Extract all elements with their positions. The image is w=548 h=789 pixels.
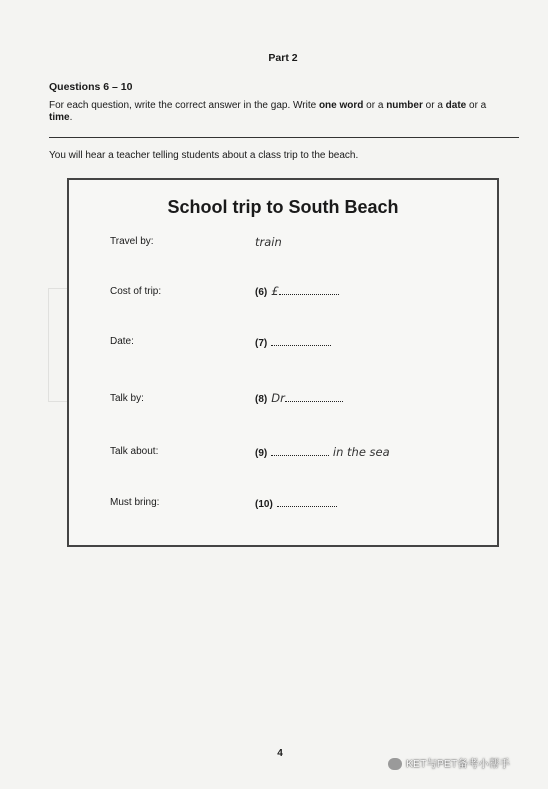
part-heading: Part 2: [268, 52, 298, 64]
answer-gap[interactable]: [255, 391, 343, 405]
dotted-gap[interactable]: [271, 446, 329, 456]
instruction-bold: one word: [318, 100, 364, 111]
answer-gap[interactable]: [255, 284, 339, 298]
intro-text: You will hear a teacher telling students about a class trip to the beach.: [49, 150, 359, 161]
instruction-text: or a: [363, 100, 387, 111]
row-label: Must bring:: [110, 497, 160, 508]
wechat-icon: [388, 758, 402, 770]
instructions: [49, 100, 511, 124]
answer-handwritten: train: [255, 235, 282, 249]
watermark: [388, 756, 510, 771]
notes-box: [67, 178, 499, 547]
question-number: (8): [255, 394, 268, 405]
instruction-bold: date: [445, 100, 467, 111]
dotted-gap[interactable]: [271, 336, 331, 346]
row-label: Travel by:: [110, 236, 154, 247]
notes-title: School trip to South Beach: [167, 197, 399, 217]
dotted-gap[interactable]: [285, 392, 343, 402]
answer-prefix: £: [271, 284, 279, 298]
row-label: Cost of trip:: [110, 286, 162, 297]
dotted-gap[interactable]: [279, 285, 339, 295]
question-number: (7): [255, 338, 268, 349]
question-number: (6): [255, 287, 268, 298]
instruction-text: or a: [466, 100, 487, 111]
answer-gap[interactable]: [255, 497, 337, 510]
answer-gap[interactable]: [255, 336, 331, 349]
row-label: Date:: [110, 336, 134, 347]
answer-prefix: Dr: [271, 391, 285, 405]
divider: [49, 137, 519, 138]
instruction-bold: number: [386, 100, 423, 111]
dotted-gap[interactable]: [277, 497, 337, 507]
questions-heading: Questions 6 – 10: [49, 81, 133, 93]
row-label: Talk about:: [110, 446, 159, 457]
instruction-text: For each question, write the correct answer in the gap. Write: [49, 100, 319, 111]
watermark-text: KET与PET备考小帮手: [406, 758, 510, 770]
answer-gap[interactable]: [255, 445, 390, 459]
question-number: (10): [255, 499, 273, 510]
question-number: (9): [255, 448, 268, 459]
answer-suffix: in the sea: [329, 445, 390, 459]
instruction-bold: time: [49, 112, 70, 123]
page-number: 4: [277, 748, 283, 759]
instruction-text: or a: [422, 100, 446, 111]
instruction-text: .: [69, 112, 73, 123]
row-label: Talk by:: [110, 393, 144, 404]
